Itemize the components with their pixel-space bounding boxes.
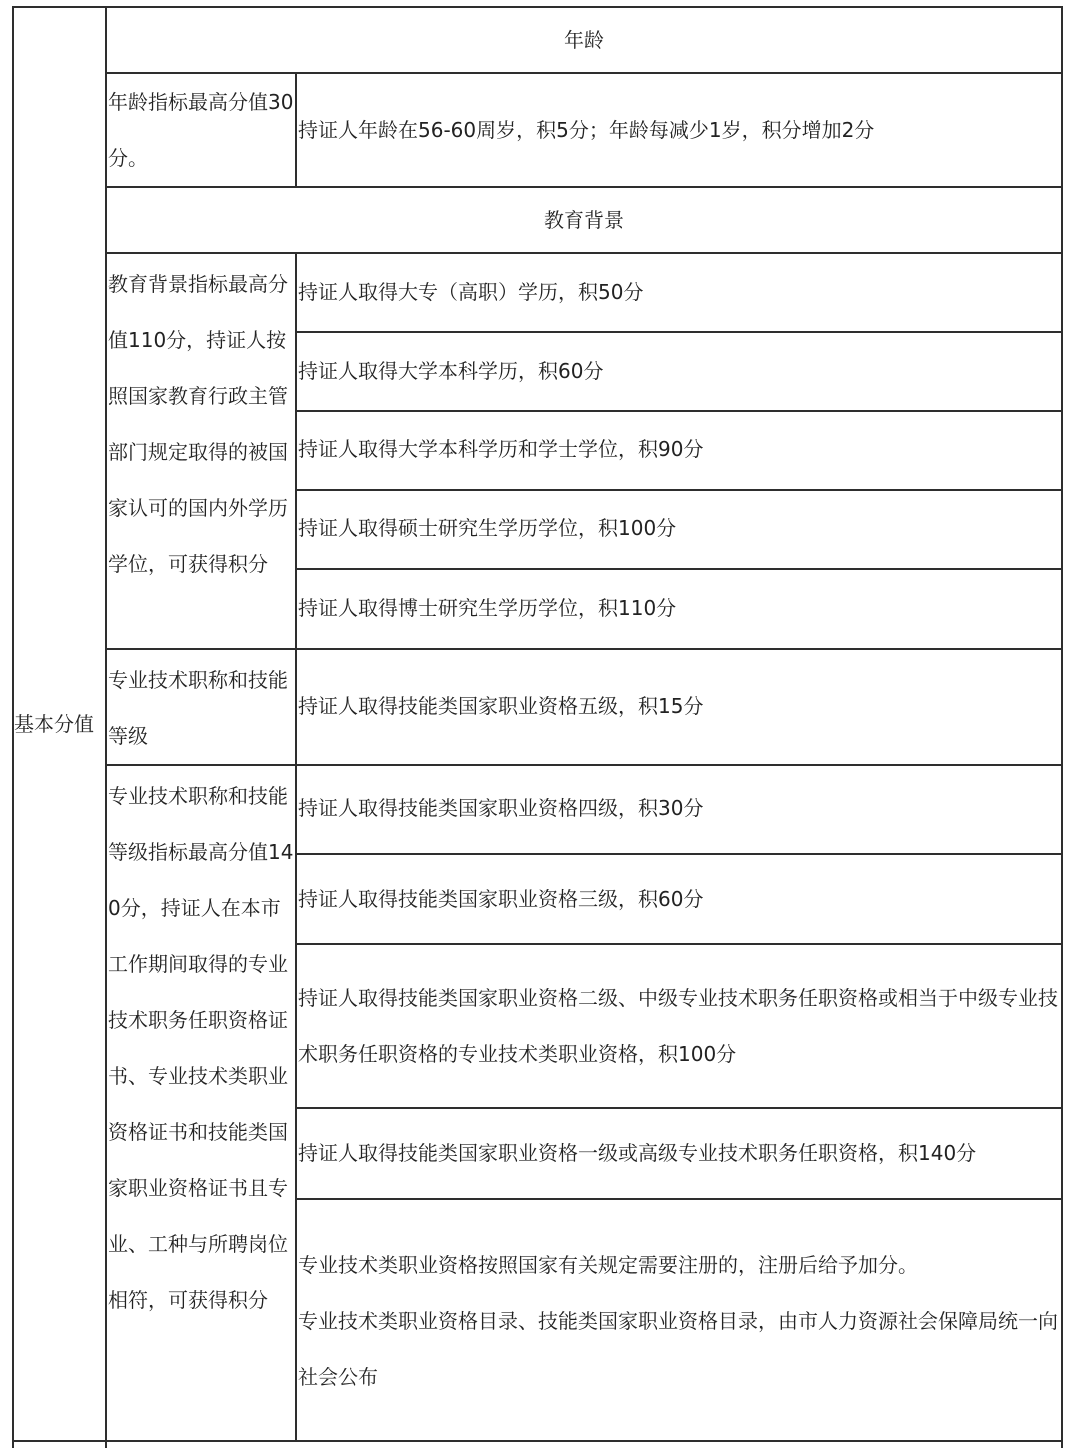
criterion-professional: 专业技术职称和技能等级指标最高分值140分，持证人在本市工作期间取得的专业技术职务任职资格证书、专业技术类职业资格证书和技能类国家职业资格证书且专业、工种与所聘岗位相符，可获得积分 xyxy=(108,784,294,1312)
row-divider xyxy=(105,252,1063,254)
rule-education: 持证人取得大学本科学历，积60分 xyxy=(298,359,604,383)
section-heading-professional: 专业技术职称和技能等级 xyxy=(108,668,288,748)
row-divider xyxy=(295,568,1063,570)
row-header-basic-score xyxy=(14,8,105,1440)
row-header-label: 基本分值 xyxy=(14,712,94,736)
note-professional: 专业技术类职业资格目录、技能类国家职业资格目录，由市人力资源社会保障局统一向社会公布 xyxy=(298,1309,1058,1389)
row-divider xyxy=(105,1440,1063,1442)
row-divider xyxy=(295,853,1063,855)
row-divider xyxy=(295,331,1063,333)
row-divider xyxy=(12,1440,107,1442)
row-divider xyxy=(295,1198,1063,1200)
rule-education: 持证人取得博士研究生学历学位，积110分 xyxy=(298,596,677,620)
rule-professional: 持证人取得技能类国家职业资格三级，积60分 xyxy=(298,887,704,911)
rule-age: 持证人年龄在56-60周岁，积5分；年龄每减少1岁，积分增加2分 xyxy=(298,118,875,142)
table-border-right xyxy=(1061,6,1063,1448)
column-divider-2 xyxy=(295,72,297,186)
criterion-age: 年龄指标最高分值30分。 xyxy=(108,90,294,170)
rule-education: 持证人取得硕士研究生学历学位，积100分 xyxy=(298,516,677,540)
row-divider xyxy=(295,410,1063,412)
criterion-education: 教育背景指标最高分值110分，持证人按照国家教育行政主管部门规定取得的被国家认可的国内外学历学位，可获得积分 xyxy=(108,272,288,576)
section-heading-education: 教育背景 xyxy=(544,208,624,232)
row-divider xyxy=(105,764,1063,766)
rule-professional: 持证人取得技能类国家职业资格五级，积15分 xyxy=(298,694,704,718)
rule-professional: 持证人取得技能类国家职业资格二级、中级专业技术职务任职资格或相当于中级专业技术职务任职资格的专业技术类职业资格，积100分 xyxy=(298,986,1058,1066)
row-divider xyxy=(295,1107,1063,1109)
row-divider xyxy=(105,186,1063,188)
rule-education: 持证人取得大专（高职）学历，积50分 xyxy=(298,280,644,304)
rule-professional: 持证人取得技能类国家职业资格一级或高级专业技术职务任职资格，积140分 xyxy=(298,1141,977,1165)
row-divider xyxy=(105,648,1063,650)
rule-professional: 持证人取得技能类国家职业资格四级，积30分 xyxy=(298,796,704,820)
row-divider xyxy=(295,943,1063,945)
table-border-top xyxy=(12,6,1063,8)
section-heading-age: 年龄 xyxy=(564,28,604,52)
rule-education: 持证人取得大学本科学历和学士学位，积90分 xyxy=(298,437,704,461)
column-divider-3 xyxy=(295,252,297,1440)
note-professional: 专业技术类职业资格按照国家有关规定需要注册的，注册后给予加分。 xyxy=(298,1253,918,1277)
row-divider xyxy=(295,489,1063,491)
